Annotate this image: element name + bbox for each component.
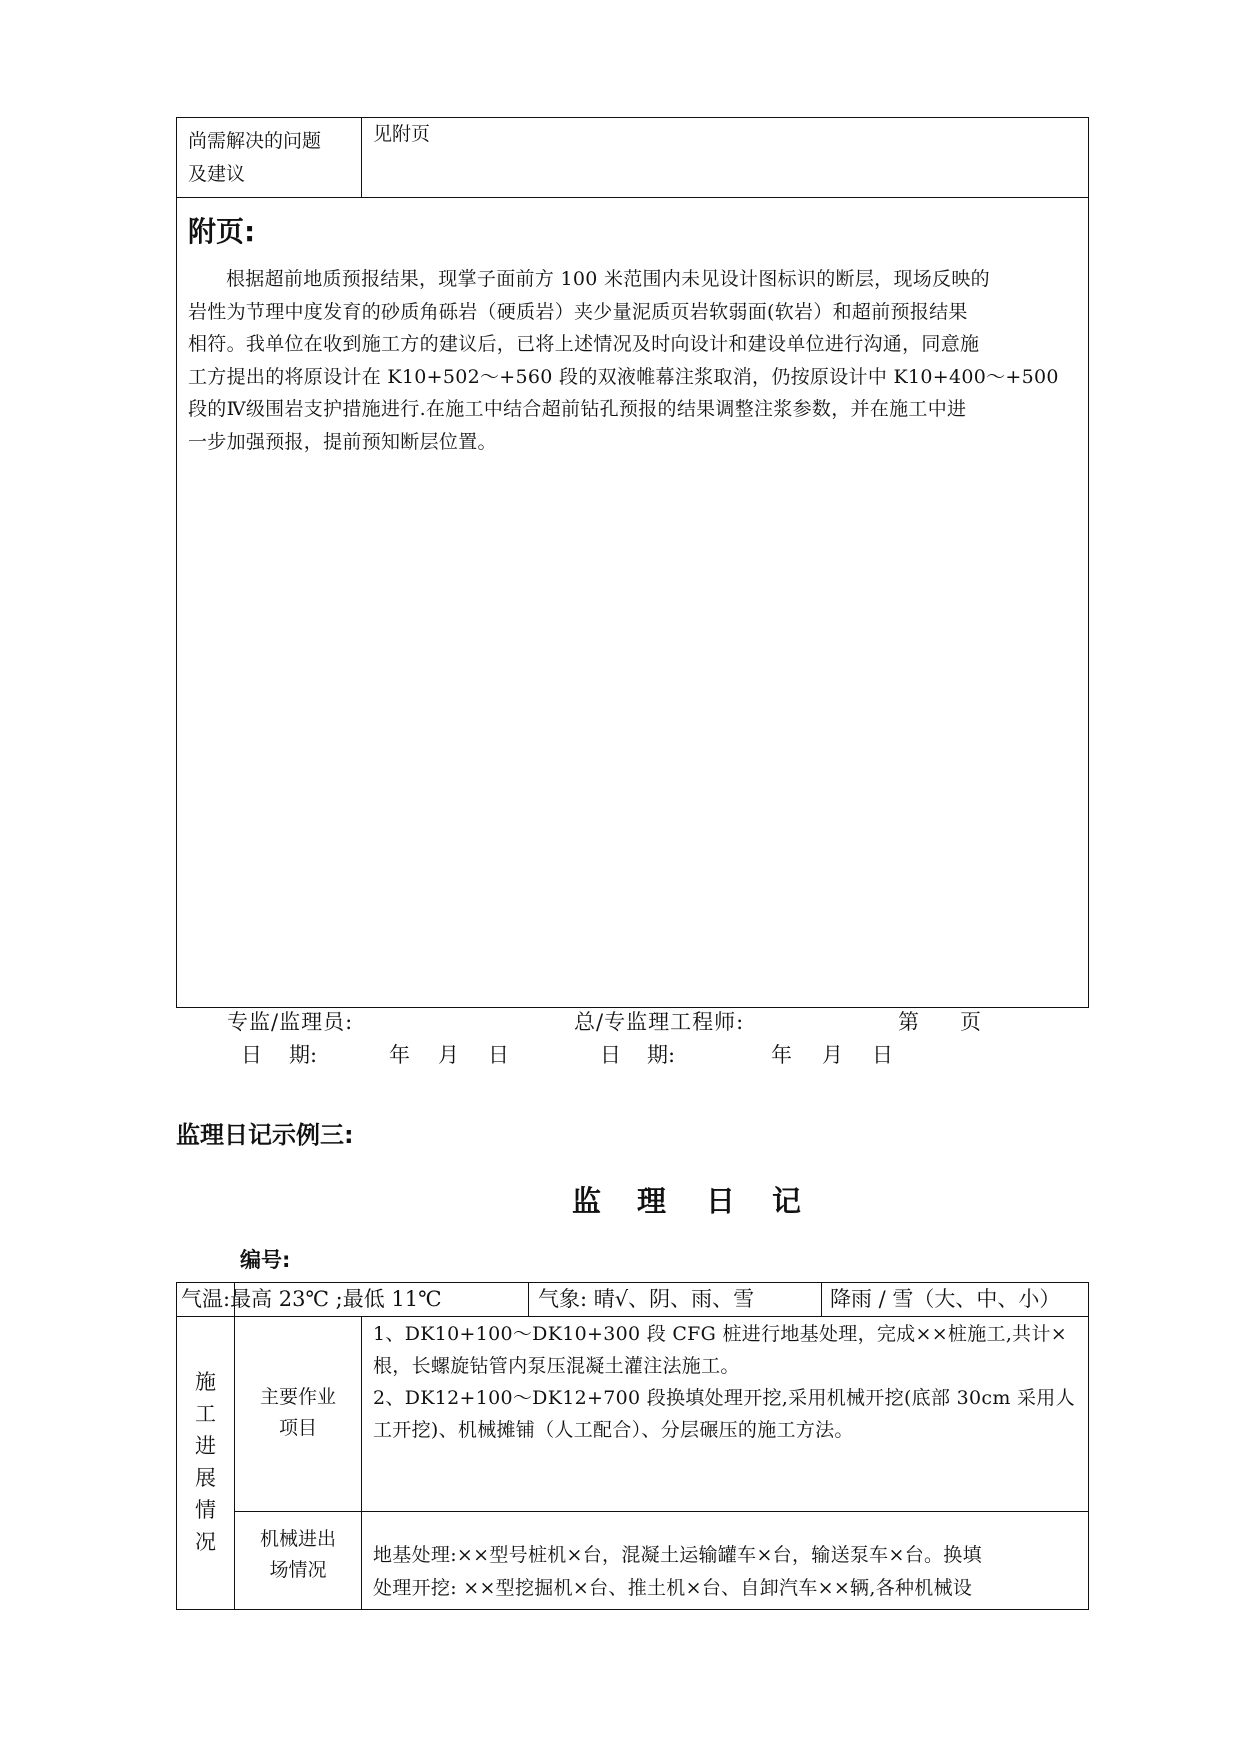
date-month-right: 月 [822, 1043, 843, 1067]
page-suffix: 页 [960, 1010, 981, 1034]
main-work-label [235, 1382, 361, 1444]
progress-label-char-2: 工 [195, 1402, 216, 1426]
appendix-line-6: 一步加强预报，提前预知断层位置。 [188, 430, 497, 453]
diary-title-char-2: 理 [637, 1184, 667, 1218]
progress-label-char-4: 展 [195, 1466, 216, 1490]
progress-label-char-3: 进 [195, 1434, 216, 1458]
example-title: 监理日记示例三: [176, 1121, 354, 1149]
rain-snow-cell: 降雨 / 雪（大、中、小） [830, 1287, 1061, 1311]
date-day-right: 日 [872, 1043, 893, 1067]
progress-section-label [177, 1366, 234, 1558]
appendix-heading: 附页: [188, 215, 256, 248]
main-work-line-4: 工开挖)、机械摊铺（人工配合）、分层碾压的施工方法。 [373, 1419, 854, 1441]
weather-cell: 气象: 晴√、阴、雨、雪 [538, 1287, 755, 1311]
issues-label-line-2: 及建议 [188, 163, 246, 185]
appendix-line-5: 段的Ⅳ级围岩支护措施进行.在施工中结合超前钻孔预报的结果调整注浆参数，并在施工中进 [188, 398, 967, 420]
main-work-label-line-2: 项目 [278, 1417, 317, 1439]
date-label-left-1: 日 [241, 1043, 262, 1067]
diary-title-char-1: 监 [572, 1184, 602, 1218]
diary-title-char-4: 记 [772, 1184, 802, 1218]
issues-label-line-1: 尚需解决的问题 [188, 130, 322, 152]
main-work-line-3: 2、DK12+100～DK12+700 段换填处理开挖,采用机械开挖(底部 30cm 采用人 [373, 1387, 1075, 1409]
date-day-left: 日 [488, 1043, 509, 1067]
temperature-cell: 气温:最高 23℃ ;最低 11℃ [181, 1287, 442, 1311]
appendix-line-4: 工方提出的将原设计在 K10+502～+560 段的双液帷幕注浆取消，仍按原设计中 K10+400～+500 [188, 365, 1059, 388]
serial-number-label: 编号: [240, 1248, 291, 1272]
page-label: 第 [898, 1010, 919, 1034]
machinery-line-1: 地基处理:××型号桩机×台，混凝土运输罐车×台，输送泵车×台。换填 [373, 1544, 982, 1566]
appendix-body [188, 263, 1078, 458]
machinery-label-line-2: 场情况 [269, 1559, 327, 1581]
machinery-content [373, 1539, 1083, 1605]
appendix-line-1: 根据超前地质预报结果，现掌子面前方 100 米范围内未见设计图标识的断层，现场反映的 [226, 268, 990, 290]
main-work-line-2: 根，长螺旋钻管内泵压混凝土灌注法施工。 [373, 1355, 740, 1377]
date-year-left: 年 [389, 1043, 410, 1067]
inspector-label: 专监/监理员: [227, 1010, 354, 1034]
machinery-label-line-1: 机械进出 [259, 1528, 336, 1550]
progress-label-char-1: 施 [195, 1370, 216, 1394]
chief-engineer-label: 总/专监理工程师: [574, 1010, 745, 1034]
date-label-right-1: 日 [600, 1043, 621, 1067]
diary-title-char-3: 日 [706, 1184, 736, 1218]
appendix-line-2: 岩性为节理中度发育的砂质角砾岩（硬质岩）夹少量泥质页岩软弱面(软岩）和超前预报结果 [188, 300, 968, 323]
issues-label [188, 125, 321, 191]
progress-label-char-5: 情 [195, 1498, 216, 1522]
date-label-right-2: 期: [647, 1043, 676, 1067]
machinery-line-2: 处理开挖: ××型挖掘机×台、推土机×台、自卸汽车××辆,各种机械设 [373, 1577, 973, 1599]
date-label-left-2: 期: [289, 1043, 318, 1067]
date-year-right: 年 [771, 1043, 792, 1067]
main-work-label-line-1: 主要作业 [259, 1386, 336, 1408]
date-month-left: 月 [438, 1043, 459, 1067]
main-work-content [373, 1318, 1083, 1446]
main-work-line-1: 1、DK10+100～DK10+300 段 CFG 桩进行地基处理，完成××桩施工,共计× [373, 1323, 1067, 1345]
issues-value: 见附页 [373, 123, 431, 145]
progress-label-char-6: 况 [195, 1530, 216, 1554]
machinery-label [235, 1524, 361, 1586]
appendix-line-3: 相符。我单位在收到施工方的建议后，已将上述情况及时向设计和建设单位进行沟通，同意施 [188, 333, 980, 355]
